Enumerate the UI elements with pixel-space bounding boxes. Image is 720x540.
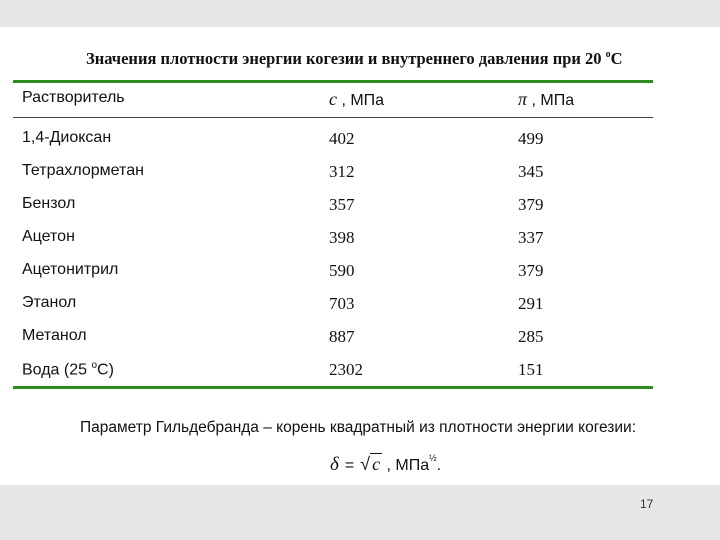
row-solvent <box>22 360 114 379</box>
header-pressure-symbol: π <box>518 89 528 109</box>
row-cohesion: 312 <box>329 162 355 181</box>
page-number: 17 <box>640 497 654 511</box>
hildebrand-formula <box>330 453 441 476</box>
row-cohesion: 398 <box>329 228 355 247</box>
title-degree: o <box>605 49 611 60</box>
row-cohesion: 887 <box>329 327 355 346</box>
formula-delta: δ <box>330 454 339 475</box>
table-row <box>13 220 653 253</box>
row-cohesion: 402 <box>329 129 355 148</box>
table-header-row <box>13 83 653 117</box>
row-solvent: 1,4-Диоксан <box>22 129 112 146</box>
title-unit: C <box>610 49 623 68</box>
slide <box>0 27 720 485</box>
title-text: Значения плотности энергии когезии и внутреннего давления при 20 <box>86 49 606 68</box>
header-solvent: Растворитель <box>22 89 125 106</box>
row-cohesion: 703 <box>329 294 355 313</box>
table-row <box>13 253 653 286</box>
row-pressure: 151 <box>518 360 544 379</box>
row-cohesion: 590 <box>329 261 355 280</box>
header-cohesion-unit: , МПа <box>337 92 385 109</box>
formula-equals: = <box>344 457 355 474</box>
row-pressure: 499 <box>518 129 544 148</box>
row-pressure: 337 <box>518 228 544 247</box>
header-pressure-unit: , МПа <box>527 92 575 109</box>
table-row <box>13 319 653 352</box>
row-solvent-degree: o <box>91 360 98 371</box>
table-row <box>13 286 653 319</box>
row-cohesion: 357 <box>329 195 355 214</box>
row-solvent: Ацетонитрил <box>22 261 119 278</box>
formula-end: . <box>436 457 442 474</box>
slide-title <box>86 49 716 69</box>
table-row <box>13 121 653 154</box>
row-pressure: 379 <box>518 195 544 214</box>
table-row <box>13 352 653 385</box>
row-solvent: Метанол <box>22 327 87 344</box>
row-solvent: Ацетон <box>22 228 75 245</box>
row-pressure: 285 <box>518 327 544 346</box>
row-pressure: 379 <box>518 261 544 280</box>
row-solvent: Бензол <box>22 195 76 212</box>
row-pressure: 345 <box>518 162 544 181</box>
header-pressure <box>518 89 608 110</box>
header-cohesion <box>329 89 419 110</box>
table-bottom-rule <box>13 386 653 389</box>
solvent-table <box>13 80 653 389</box>
formula-exponent: ½ <box>429 453 437 463</box>
row-pressure: 291 <box>518 294 544 313</box>
row-cohesion: 2302 <box>329 360 363 379</box>
formula-unit: , МПа <box>382 457 430 474</box>
formula-radical <box>360 454 382 475</box>
header-cohesion-symbol: c <box>329 89 337 109</box>
table-row <box>13 154 653 187</box>
row-solvent: Тетрахлорметан <box>22 162 144 179</box>
table-row <box>13 187 653 220</box>
hildebrand-description: Параметр Гильдебранда – корень квадратный из плотности энергии когезии: <box>80 419 637 436</box>
table-body <box>13 118 653 385</box>
row-solvent-text: Вода (25 <box>22 361 92 379</box>
row-solvent: Этанол <box>22 294 77 311</box>
radical-sign: √ <box>360 454 371 474</box>
radical-variable: c <box>372 454 381 474</box>
row-solvent-tail: C) <box>97 361 114 379</box>
